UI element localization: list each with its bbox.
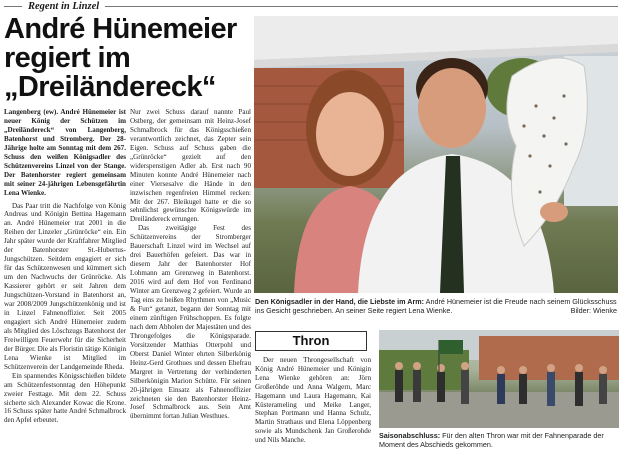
caption-text: Für den alten Thron war mit der Fahnenparade der Moment des Abschieds gekommen. [379, 431, 604, 449]
caption-lead: Den Königsadler in der Hand, die Liebste im Arm: [255, 297, 425, 306]
main-photo-caption [255, 297, 617, 315]
caption-lead: Saisonabschluss: [379, 431, 441, 440]
article-column-1 [4, 108, 126, 425]
thron-text [255, 356, 371, 445]
article-paragraph: Ein spannendes Königsschießen bildete am Schützenfestsonntag den Höhepunkt zweier Festtage. Mit dem 22. Schuss sicherte sich Alexander Kowac die Krone. 16 Schuss später hatte André Schmalbrock den Apfel erbeutet. [4, 371, 126, 425]
article-column-2 [130, 108, 251, 421]
article-lead: Langenberg (ew). André Hünemeier ist neuer König der Schützen im „Dreiländereck“ von Langenberg, Batenhorst und Stromberg. Der 28-Jährige holte am Sonntag mit dem 267. Schuss den weißen Königsadler des Schützenvereins Linzel von der Stange. Der Batenhorster regiert gemeinsam mit seiner 24-jährigen Lebensgefährtin Lena Wienke. [4, 108, 126, 197]
article-paragraph: Nur zwei Schuss darauf nannte Paul Ostberg, der gemeinsam mit Heinz-Josef Schmalbrock für das Königsschießen verantwortlich zeichnet, das Zepter sein Eigen. Schuss auf Schuss gaben die „Grünröcke“ gezielt auf den widerspenstigen Adler ab. Erst nach 90 Minuten konnte André Hünemeier nach einer Viersesalve die Hände in den inzwischen regenfreien Himmel recken: Mit der 267. Bleikugel hatte er die so sehnlichst gewünschte Königswürde im Dreiländereck errungen. [130, 108, 251, 224]
main-photo-illustration [254, 16, 618, 293]
headline-line-2: regiert im [4, 42, 131, 74]
caption-text: André Hünemeier ist die Freude nach seinem Glücksschuss ins Gesicht geschrieben. An seiner Seite regiert Lena Wienke. [255, 297, 617, 315]
second-photo-caption [379, 431, 619, 449]
article-paragraph: Das Paar tritt die Nachfolge von König Andreas und Königin Bettina Hagemann an. André Hünemeier trat 2001 in die Reihen der Linzeler „Grünröcke“ ein. Ein Jahr später wurde der Kraftfahrer Mitglied der Batenhorster St.-Hubertus-Jungschützen. Seitdem engagiert er sich für das Schützenwesen und kümmert sich um den Nachwuchs der Grünröcke. Als Kassierer gehört er seit Jahren dem Jungschützen-Vorstand in Batenhorst an, war 2008/2009 Jungschützenkönig und ist in Linzel Fahnenoffizier. Seit 2005 engagiert sich André Hünemeier zudem als Mitglied des Löschzugs Batenhorst der Freiwilligen Feuerwehr für die Sicherheit der Bürger. Die als Floristin tätige Königin Lena Wienke ist Mitglied im Schützenverein der Landgemeinde Rheda. [4, 201, 126, 371]
headline-line-3: „Dreiländereck“ [4, 71, 216, 103]
main-photo [254, 16, 618, 293]
article-paragraph: Das zweitägige Fest des Schützenvereins der Stromberger Bauerschaft Linzel wird im Wechsel auf drei Bauerhöfen gefeiert. Das war in diesem Jahr der Batenhorster Hof Lohmann am Grenzweg in Batenhorst. 2016 wird auf dem Hof von Ferdinand Winter am Grenzweg 2 gefeiert. Wurde an Tag eins zu heißen Rhythmen von „Music & Fun“ getanzt, begann der Sonntag mit einem zünftigen Frühschoppen. Es folgte nach dem Abholen der Majestäten und des Throngefolges die Königsparade. Vorsitzender Matthias Otterpohl und Oberst Daniel Winter ehrten Silberkönig Heinz-Gerd Grothues und dessen Ehefrau Margret in Vertretung der verhinderten Silberkönigin Marion Schütte. Für seinen 20-jährigen Einsatz als Fahnenoffizier zeichneten sie den Batenhorster Heinz-Josef Schmalbrock aus. Sein Amt übernimmt fortan Julian Westhues. [130, 224, 251, 421]
photo-credit: Bilder: Wienke [570, 306, 617, 315]
thron-paragraph: Der neuen Throngesellschaft von König André Hünemeier und Königin Lena Wienke gehören an: Jörn Großeröhde und Anna Walgern, Marc Hagemann und Laura Hagemann, Kai Küsterameling und Meike Langer, Stephan Portmann und Hanna Schulz, Martin Strathaus und Elena Löppenberg sowie als Mundschenk Jan Großerohde und Nils Manche. [255, 356, 371, 445]
second-photo-illustration [379, 330, 619, 428]
headline-line-1: André Hünemeier [4, 13, 237, 45]
headline [4, 15, 250, 102]
second-photo [379, 330, 619, 428]
section-rubric: Regent in Linzel [22, 0, 105, 13]
thron-box-title: Thron [255, 331, 367, 351]
